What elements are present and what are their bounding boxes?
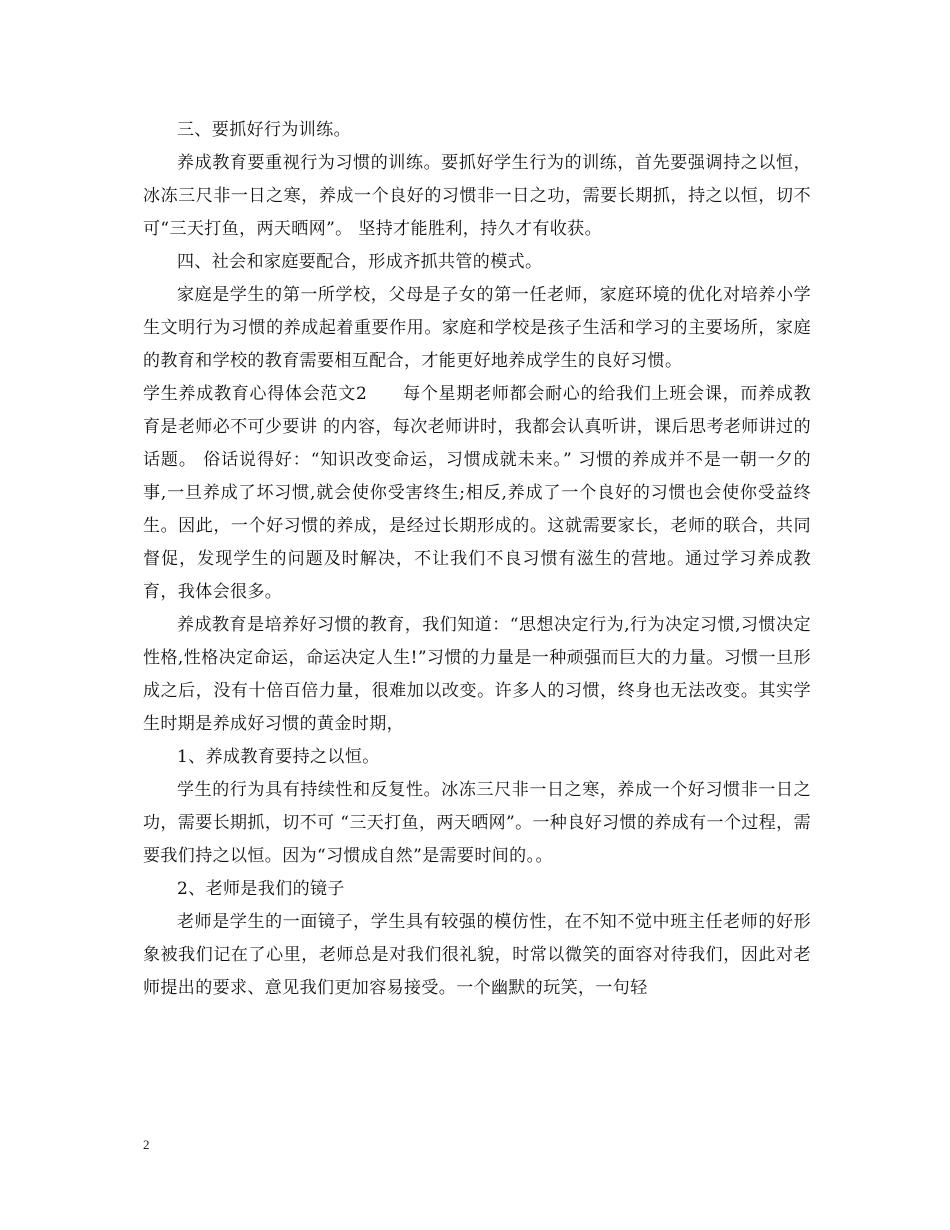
paragraph-essay-2-intro: 学生养成教育心得体会范文2 每个星期老师都会耐心的给我们上班会课，而养成教育是老师必不可少要讲 的内容，每次老师讲时，我都会认真听讲，课后思考老师讲过的话题。 俗话说得好：“知识改变命运，习惯成就未来。” 习惯的养成并不是一朝一夕的事,一旦养成了坏习惯,就会使你受害终生;相反,养成了一个良好的习惯也会使你受益终生。因此，一个好习惯的养成，是经过长期形成的。这就需要家长，老师的联合，共同督促，发现学生的问题及时解决，不让我们不良习惯有滋生的营地。通过学习养成教育，我体会很多。 [143, 384, 811, 602]
paragraph-habit-education: 养成教育是培养好习惯的教育，我们知道：“思想决定行为,行为决定习惯,习惯决定性格,性格决定命运，命运决定人生!”习惯的力量是一种顽强而巨大的力量。习惯一旦形成之后，没有十倍百倍力量，很难加以改变。许多人的习惯，终身也无法改变。其实学生时期是养成好习惯的黄金时期， [143, 615, 811, 734]
paragraph-family-school: 家庭是学生的第一所学校，父母是子女的第一任老师，家庭环境的优化对培养小学生文明行为习惯的养成起着重要作用。家庭和学校是孩子生活和学习的主要场所，家庭的教育和学校的教育需要相互配合，才能更好地养成学生的良好习惯。 [143, 285, 811, 371]
subheading-1: 1、养成教育要持之以恒。 [177, 747, 380, 767]
subheading-2: 2、老师是我们的镜子 [177, 879, 345, 899]
document-body [143, 114, 811, 1005]
paragraph-persistence: 学生的行为具有持续性和反复性。冰冻三尺非一日之寒，养成一个好习惯非一日之功，需要长期抓，切不可 “三天打鱼，两天晒网”。一种良好习惯的养成有一个过程，需要我们持之以恒。因为“习惯成自然”是需要时间的。。 [143, 780, 811, 866]
page-number: 2 [143, 1137, 150, 1152]
paragraph-teacher-mirror: 老师是学生的一面镜子，学生具有较强的模仿性，在不知不觉中班主任老师的好形象被我们记在了心里，老师总是对我们很礼貌，时常以微笑的面容对待我们，因此对老师提出的要求、意见我们更加容易接受。一个幽默的玩笑，一句轻 [143, 912, 811, 998]
paragraph-behavior-training: 养成教育要重视行为习惯的训练。要抓好学生行为的训练，首先要强调持之以恒，冰冻三尺非一日之寒，养成一个良好的习惯非一日之功，需要长期抓，持之以恒，切不可“三天打鱼，两天晒网”。 坚持才能胜利，持久才有收获。 [143, 153, 811, 239]
section-heading-3: 三、要抓好行为训练。 [177, 120, 351, 140]
section-heading-4: 四、社会和家庭要配合，形成齐抓共管的模式。 [177, 252, 543, 272]
